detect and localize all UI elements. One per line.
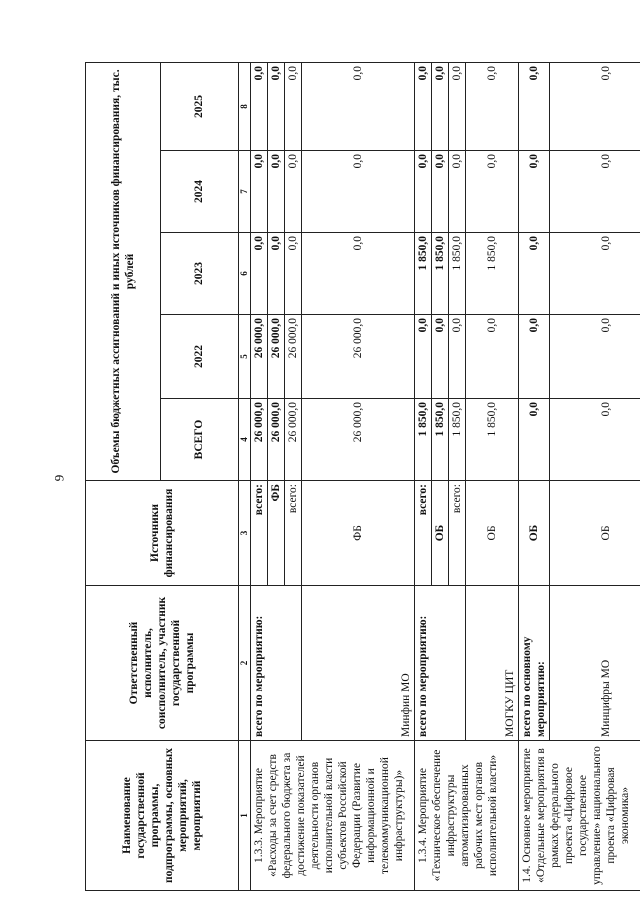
value-cell: 0,0	[415, 151, 432, 233]
value-cell: 26 000,0	[302, 315, 415, 399]
value-cell: 0,0	[466, 62, 519, 150]
value-cell: 0,0	[466, 151, 519, 233]
value-cell: 0,0	[519, 399, 550, 481]
value-cell: 0,0	[268, 233, 285, 315]
value-cell: 0,0	[302, 151, 415, 233]
column-number: 2	[239, 586, 251, 741]
value-cell: 1 850,0	[415, 233, 432, 315]
value-cell: 1 850,0	[432, 233, 449, 315]
value-cell: 0,0	[251, 151, 268, 233]
source-cell: ОБ	[432, 481, 449, 586]
header-volume: Объемы бюджетных ассигнований и иных источников финансирования, тыс. рублей	[86, 62, 161, 480]
value-cell: 0,0	[449, 315, 466, 399]
header-row-1	[86, 62, 161, 890]
summary-label: всего по мероприятию:	[251, 586, 302, 741]
measure-name: 1.3.3. Мероприятие «Расходы за счет средств федерального бюджета за достижение показателей деятельности органов исполнительной власти субъектов Российской Федерации (Развитие информационной и телекоммуникационной инфраструктуры)»	[251, 741, 415, 891]
value-cell: 0,0	[415, 315, 432, 399]
value-cell: 0,0	[432, 151, 449, 233]
value-cell: 0,0	[449, 62, 466, 150]
summary-label: всего по мероприятию:	[415, 586, 466, 741]
value-cell: 1 850,0	[466, 233, 519, 315]
value-cell: 26 000,0	[285, 399, 302, 481]
value-cell: 26 000,0	[251, 399, 268, 481]
measure-name: 1.3.4. Мероприятие «Техническое обеспечение инфраструктуры автоматизированных рабочих мест органов исполнительной власти»	[415, 741, 519, 891]
column-number: 1	[239, 741, 251, 891]
value-cell: 0,0	[251, 233, 268, 315]
measure-name: 1.4. Основное мероприятие «Отдельные мероприятия в рамках федерального проекта «Цифровое государственное управление» национального проекта «Цифровая экономика»	[519, 741, 640, 891]
value-cell: 0,0	[268, 151, 285, 233]
value-cell: 0,0	[302, 62, 415, 150]
rotated-page	[85, 63, 632, 891]
value-cell: 0,0	[550, 399, 640, 481]
value-cell: 26 000,0	[302, 399, 415, 481]
executor-cell: Минфин МО	[302, 586, 415, 741]
source-cell: всего:	[285, 481, 302, 586]
header-2024: 2024	[161, 151, 239, 233]
value-cell: 0,0	[519, 233, 550, 315]
source-cell: всего:	[449, 481, 466, 586]
header-executor: Ответственный исполнитель, соисполнитель, участник государственной программы	[86, 586, 239, 741]
value-cell: 0,0	[550, 62, 640, 150]
value-cell: 1 850,0	[449, 399, 466, 481]
column-number: 6	[239, 233, 251, 315]
value-cell: 0,0	[415, 62, 432, 150]
value-cell: 0,0	[550, 233, 640, 315]
value-cell: 0,0	[251, 62, 268, 150]
header-name: Наименование государственной программы, подпрограммы, основных мероприятий, мероприятий	[86, 741, 239, 891]
value-cell: 0,0	[302, 233, 415, 315]
value-cell: 26 000,0	[268, 315, 285, 399]
summary-label: всего по основному мероприятию:	[519, 586, 550, 741]
value-cell: 0,0	[519, 315, 550, 399]
table-row	[519, 62, 550, 890]
source-cell: ОБ	[519, 481, 550, 586]
value-cell: 1 850,0	[415, 399, 432, 481]
source-cell: ОБ	[466, 481, 519, 586]
value-cell: 0,0	[519, 62, 550, 150]
table-row	[251, 62, 268, 890]
value-cell: 0,0	[550, 151, 640, 233]
column-numbers-row	[239, 62, 251, 890]
column-number: 5	[239, 315, 251, 399]
column-number: 4	[239, 399, 251, 481]
header-source: Источники финансирования	[86, 481, 239, 586]
source-cell: ФБ	[268, 481, 285, 586]
source-cell: ФБ	[302, 481, 415, 586]
value-cell: 0,0	[285, 62, 302, 150]
value-cell: 26 000,0	[251, 315, 268, 399]
source-cell: всего:	[415, 481, 432, 586]
value-cell: 26 000,0	[285, 315, 302, 399]
source-cell: всего:	[251, 481, 268, 586]
source-cell: ОБ	[550, 481, 640, 586]
value-cell: 0,0	[449, 151, 466, 233]
value-cell: 0,0	[432, 62, 449, 150]
table-row	[415, 62, 432, 890]
executor-cell: Минцифры МО	[550, 586, 640, 741]
value-cell: 0,0	[550, 315, 640, 399]
value-cell: 0,0	[519, 151, 550, 233]
value-cell: 1 850,0	[449, 233, 466, 315]
executor-cell: МОГКУ ЦИТ	[466, 586, 519, 741]
column-number: 7	[239, 151, 251, 233]
value-cell: 0,0	[432, 315, 449, 399]
value-cell: 0,0	[466, 315, 519, 399]
header-2023: 2023	[161, 233, 239, 315]
value-cell: 26 000,0	[268, 399, 285, 481]
value-cell: 1 850,0	[432, 399, 449, 481]
column-number: 3	[239, 481, 251, 586]
header-total: ВСЕГО	[161, 399, 239, 481]
value-cell: 0,0	[285, 151, 302, 233]
value-cell: 0,0	[268, 62, 285, 150]
column-number: 8	[239, 62, 251, 150]
page-number: 9	[51, 474, 67, 482]
value-cell: 0,0	[285, 233, 302, 315]
value-cell: 1 850,0	[466, 399, 519, 481]
budget-table	[85, 62, 640, 891]
header-2022: 2022	[161, 315, 239, 399]
header-2025: 2025	[161, 62, 239, 150]
